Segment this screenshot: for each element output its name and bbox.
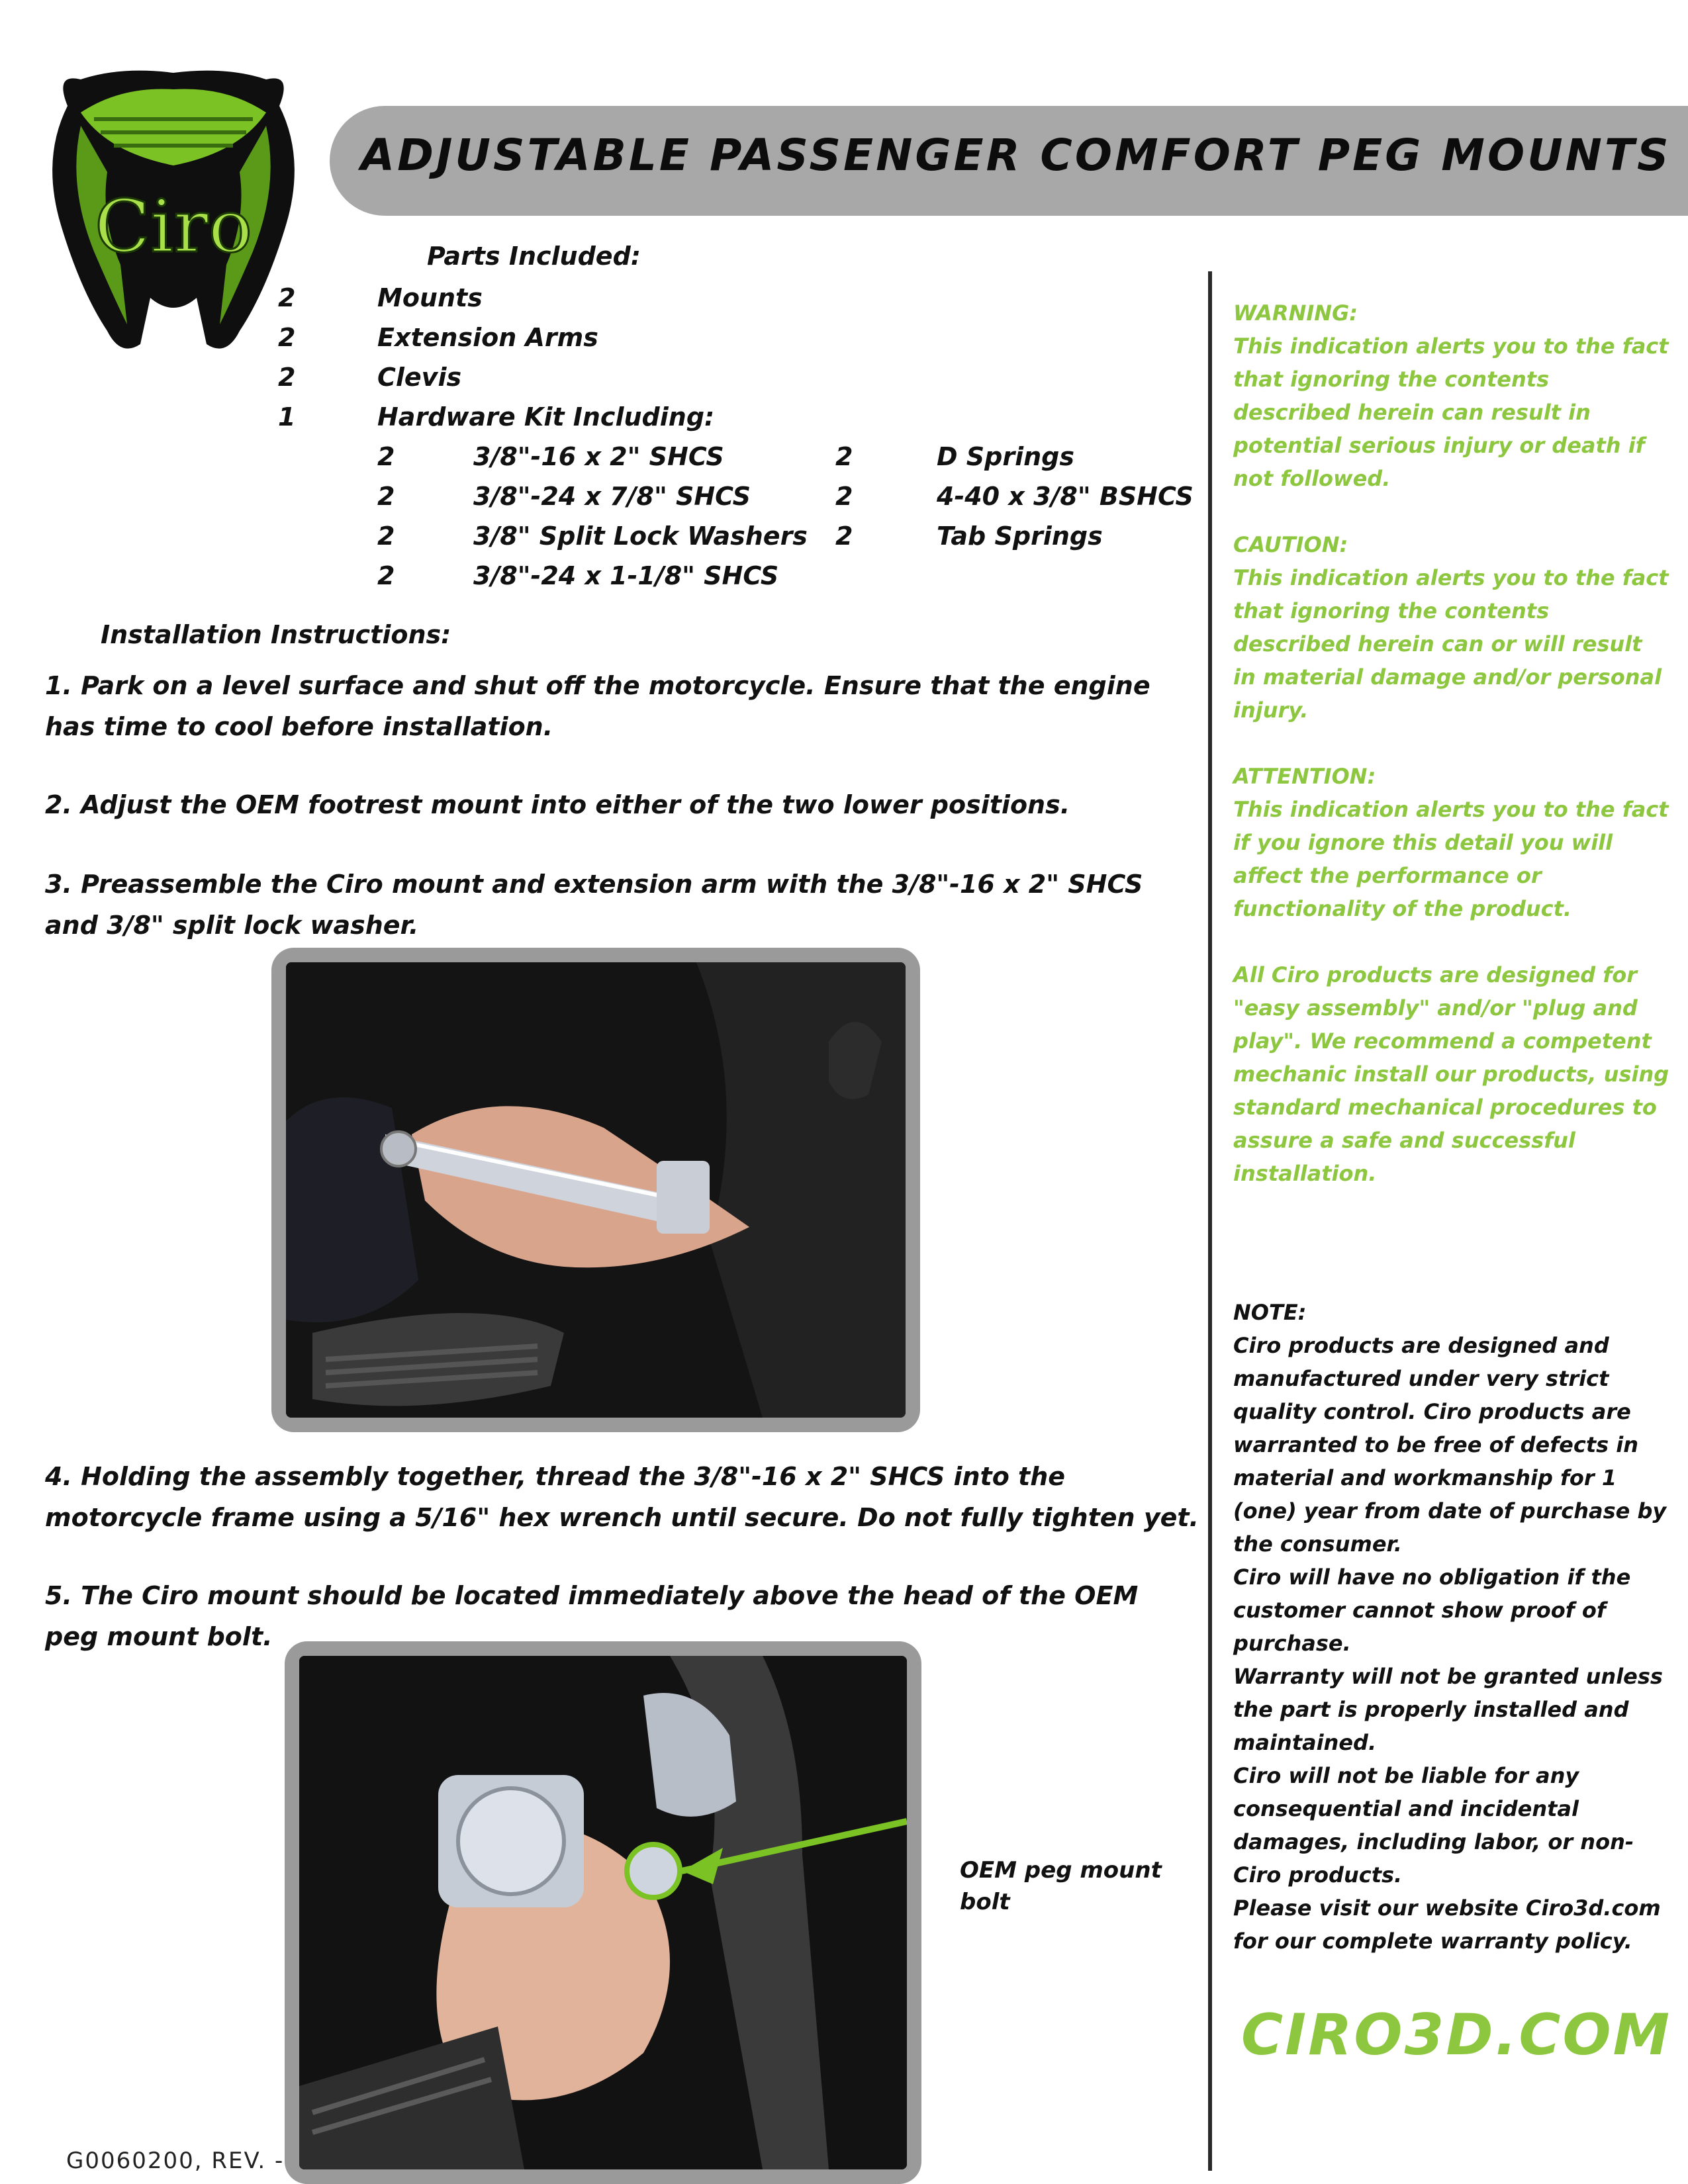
part-qty: 1	[278, 402, 296, 432]
hardware-qty: 2	[835, 482, 853, 511]
hardware-name: D Springs	[937, 442, 1074, 471]
hardware-name: 4-40 x 3/8" BSHCS	[937, 482, 1194, 511]
caution-text: This indication alerts you to the fact that ignoring the contents described herein can or will result in material damage and/or personal injury.	[1233, 565, 1669, 723]
hardware-name: 3/8"-24 x 7/8" SHCS	[473, 482, 751, 511]
hardware-qty: 2	[835, 442, 853, 471]
note-liability: Ciro will not be liable for any consequential and incidental damages, including labor, or non-Ciro products.	[1233, 1763, 1634, 1888]
caution-title: CAUTION:	[1233, 532, 1348, 557]
hardware-qty: 2	[377, 522, 395, 551]
instruction-step-2: 2. Adjust the OEM footrest mount into either of the two lower positions.	[45, 790, 1070, 819]
ciro-snake-logo	[41, 66, 306, 371]
instruction-step-5: 5. The Ciro mount should be located immediately above the head of the OEM peg mount bolt.	[45, 1581, 1139, 1651]
hardware-qty: 2	[377, 442, 395, 471]
svg-text:Ciro: Ciro	[94, 184, 253, 269]
hardware-qty: 2	[835, 522, 853, 551]
part-qty: 2	[278, 363, 296, 392]
note-title: NOTE:	[1233, 1300, 1307, 1325]
mount-bolt-photo	[285, 1641, 921, 2184]
page-title: ADJUSTABLE PASSENGER COMFORT PEG MOUNTS	[361, 130, 1671, 181]
hardware-name: 3/8"-16 x 2" SHCS	[473, 442, 724, 471]
oem-bolt-callout: OEM peg mount bolt	[960, 1857, 1162, 1915]
note-proof: Ciro will have no obligation if the customer cannot show proof of purchase.	[1233, 1565, 1631, 1656]
attention-title: ATTENTION:	[1233, 764, 1376, 789]
instruction-step-1: 1. Park on a level surface and shut off the motorcycle. Ensure that the engine has time to cool before installation.	[45, 671, 1150, 741]
instructions-heading: Installation Instructions:	[101, 620, 451, 649]
part-name: Hardware Kit Including:	[377, 402, 715, 432]
hardware-qty: 2	[377, 561, 395, 590]
parts-heading: Parts Included:	[427, 242, 641, 271]
note-install: Warranty will not be granted unless the part is properly installed and maintained.	[1233, 1664, 1663, 1755]
design-notice: All Ciro products are designed for "easy assembly" and/or "plug and play". We recommend a competent mechanic install our products, using standard mechanical procedures to assure a safe and successful installation.	[1233, 962, 1669, 1186]
note-warranty: Ciro products are designed and manufactured under very strict quality control. Ciro products are warranted to be free of defects in material and workmanship for 1 (one) year from date of purchase by the consumer.	[1233, 1333, 1667, 1557]
column-divider	[1208, 271, 1212, 2171]
assembly-photo	[271, 948, 920, 1432]
instruction-step-4: 4. Holding the assembly together, thread the 3/8"-16 x 2" SHCS into the motorcycle frame using a 5/16" hex wrench until secure. Do not fully tighten yet.	[45, 1462, 1199, 1532]
part-qty: 2	[278, 283, 296, 312]
note-website: Please visit our website Ciro3d.com for our complete warranty policy.	[1233, 1895, 1661, 1954]
hardware-name: 3/8" Split Lock Washers	[473, 522, 808, 551]
attention-text: This indication alerts you to the fact if you ignore this detail you will affect the performance or functionality of the product.	[1233, 797, 1669, 921]
part-qty: 2	[278, 323, 296, 352]
website-logo: CIRO3D.COM	[1241, 2002, 1672, 2068]
hardware-name: Tab Springs	[937, 522, 1103, 551]
part-name: Clevis	[377, 363, 462, 392]
part-name: Mounts	[377, 283, 483, 312]
hardware-qty: 2	[377, 482, 395, 511]
part-name: Extension Arms	[377, 323, 598, 352]
hardware-name: 3/8"-24 x 1-1/8" SHCS	[473, 561, 779, 590]
warning-text: This indication alerts you to the fact that ignoring the contents described herein can result in potential serious injury or death if not followed.	[1233, 334, 1669, 491]
warning-title: WARNING:	[1233, 300, 1358, 326]
document-code: G0060200, REV. -	[66, 2148, 285, 2174]
instruction-step-3: 3. Preassemble the Ciro mount and extension arm with the 3/8"-16 x 2" SHCS and 3/8" split lock washer.	[45, 870, 1143, 940]
